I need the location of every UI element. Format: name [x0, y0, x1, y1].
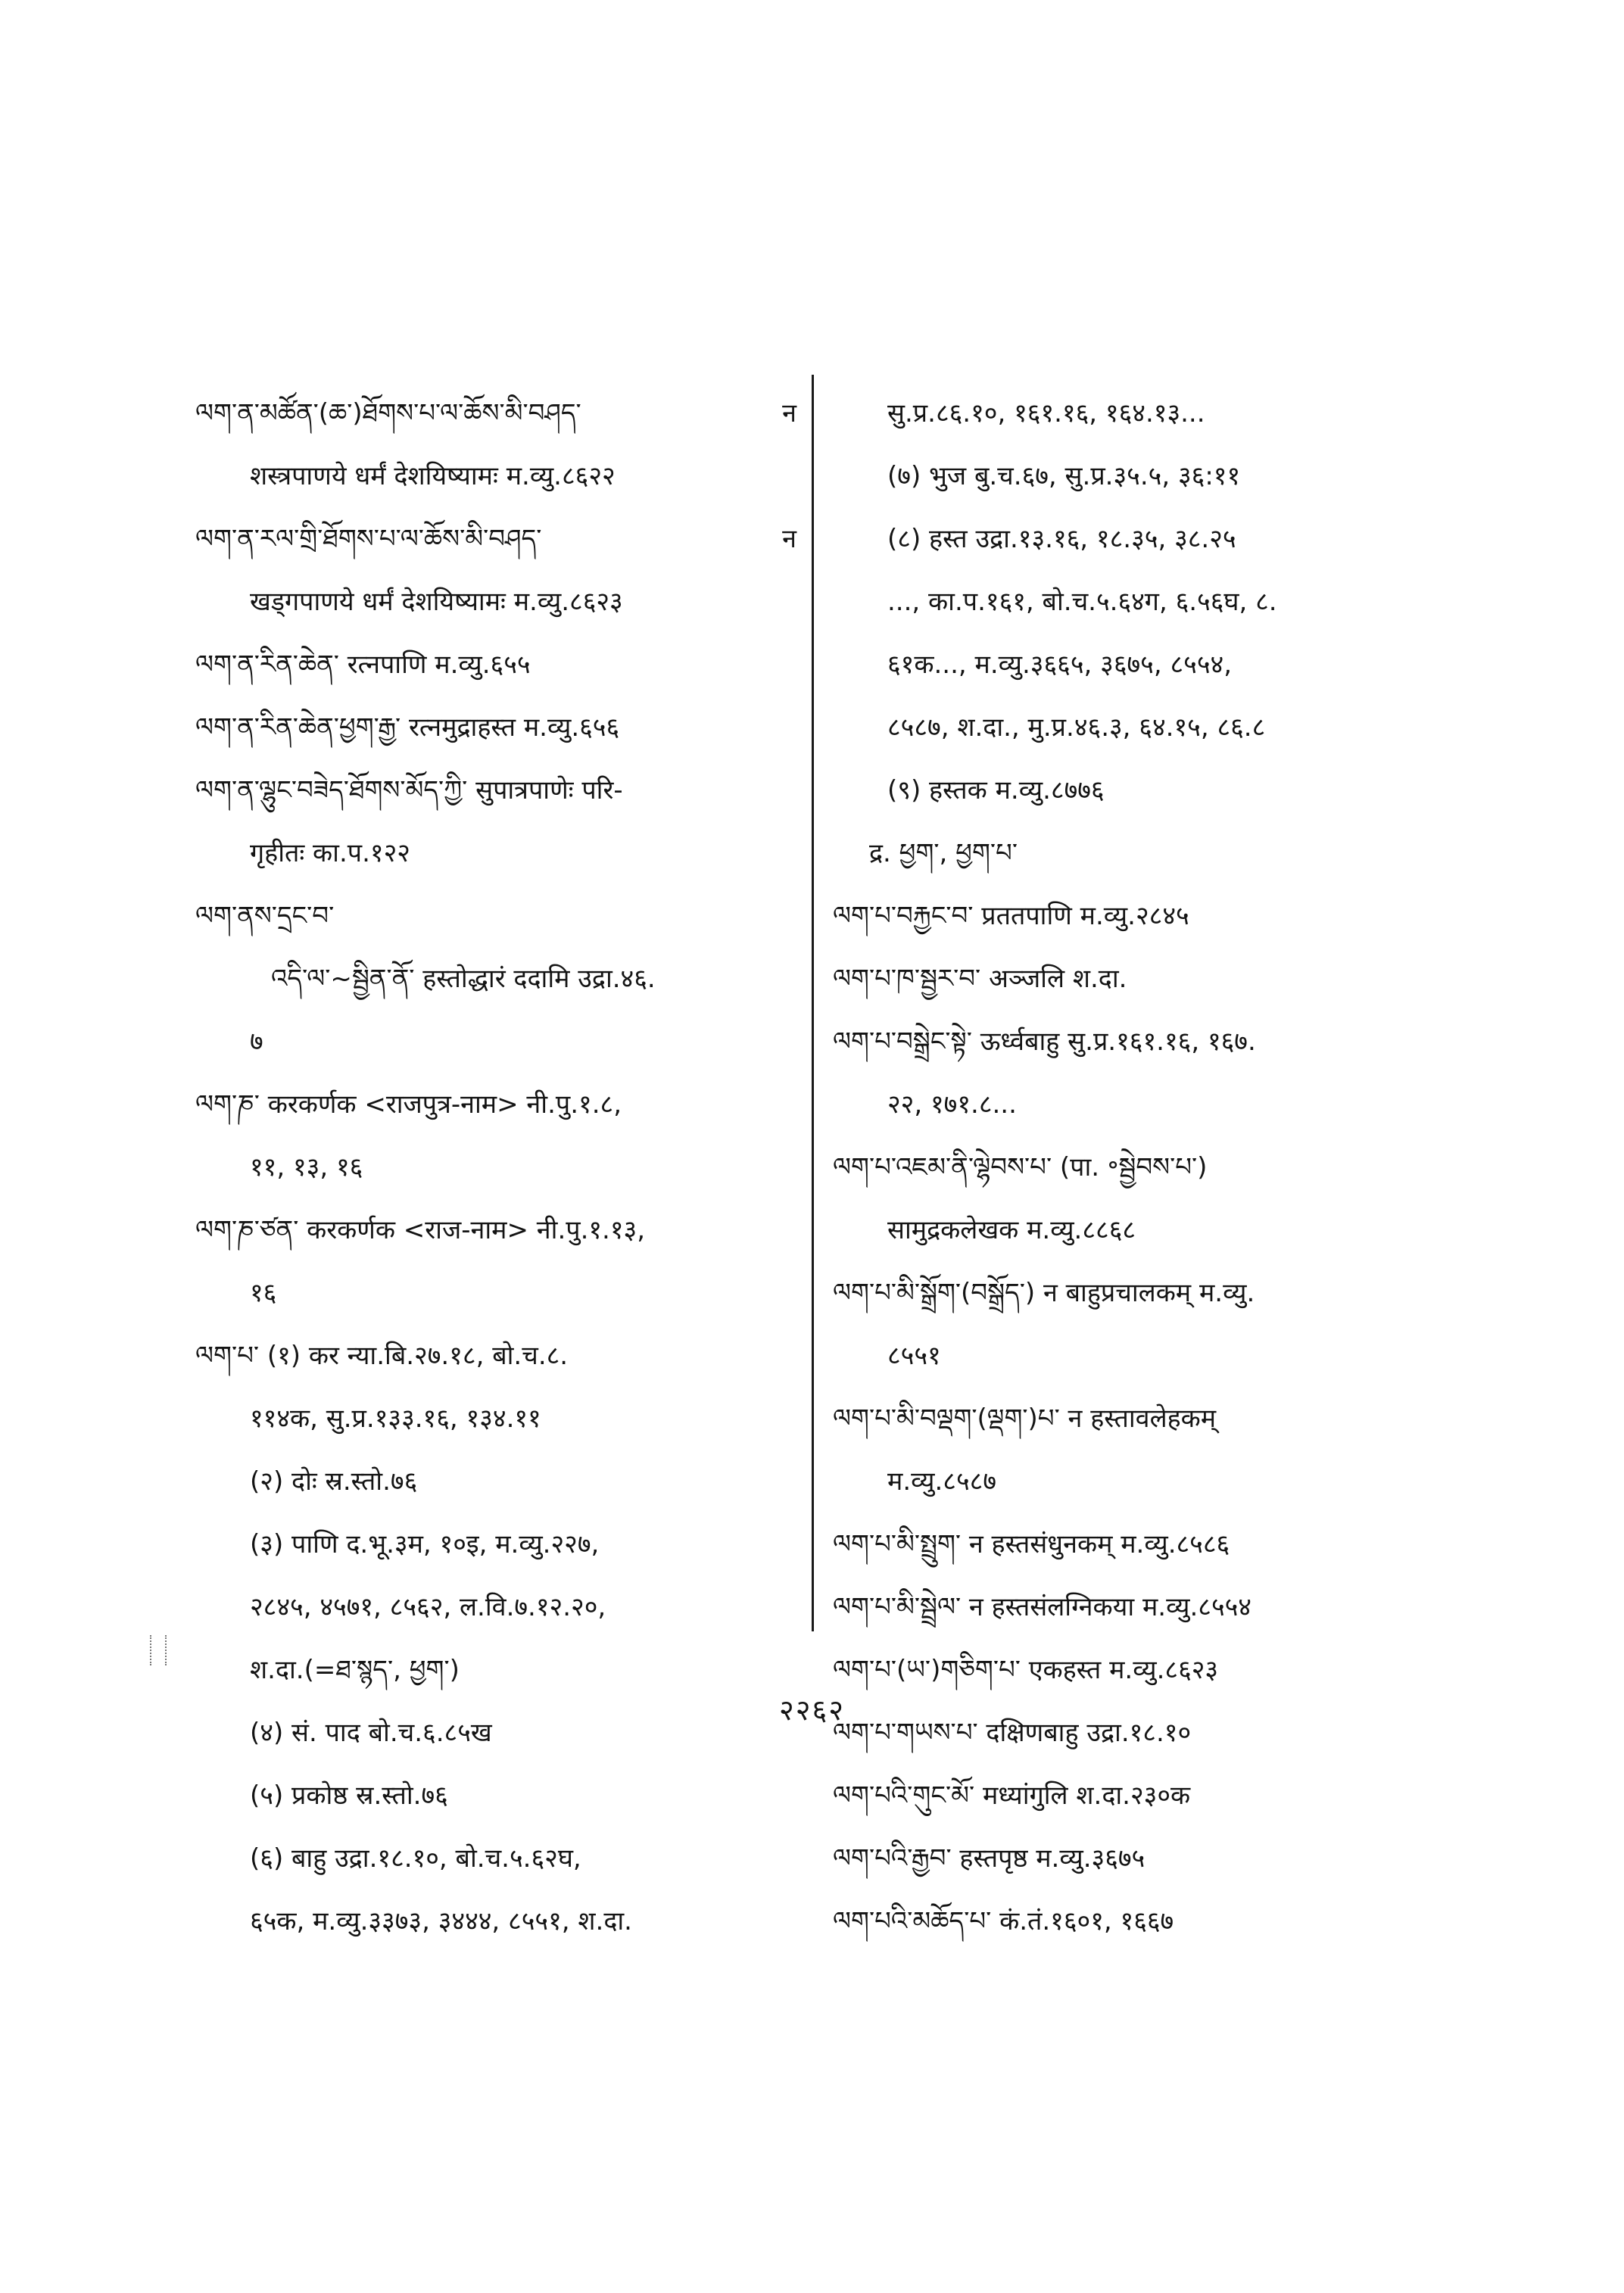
dictionary-line [833, 634, 1461, 696]
dictionary-line [195, 1199, 801, 1262]
entry-text: ལག་ན་རལ་གྲི་ཐོགས་པ་ལ་ཆོས་མི་བཤད་ [195, 524, 542, 554]
dictionary-line [833, 382, 1461, 445]
entry-text: ११४क, सु.प्र.१३३.१६, १३४.११ [250, 1404, 541, 1434]
dictionary-line [195, 1576, 801, 1639]
entry-text: ལག་ཎ་ཙན་ करकर्णक <राज-नाम> नी.पु.१.१३, [195, 1215, 646, 1245]
entry-text: शस्त्रपाणये धर्मं देशयिष्यामः म.व्यु.८६२२ [250, 461, 616, 491]
dictionary-line [195, 1513, 801, 1576]
entry-text: ६१क..., म.व्यु.३६६५, ३६७५, ८५५४, [887, 650, 1233, 680]
entry-text: ལག་ན་རིན་ཆེན་ཕྱག་རྒྱ་ रत्नमुद्राहस्त म.व्यु.६५६ [195, 712, 620, 743]
margin-mark [150, 1635, 167, 1665]
dictionary-line [833, 759, 1461, 822]
entry-text: (४) सं. पाद बो.च.६.८५ख [250, 1718, 492, 1748]
column-divider [812, 375, 814, 1631]
entry-text: ལག་ནས་དྲང་བ་ [195, 901, 335, 931]
dictionary-line [195, 1136, 801, 1199]
entry-text: (३) पाणि द.भू.३म, १०इ, म.व्यु.२२७, [250, 1529, 600, 1559]
entry-text: ལག་པ་བསྒྲེང་སྟེ་ ऊर्ध्वबाहु सु.प्र.१६१.१६, १६७. [833, 1027, 1256, 1057]
dictionary-line [833, 822, 1461, 885]
entry-text: सामुद्रकलेखक म.व्यु.८८६८ [887, 1215, 1136, 1245]
dictionary-line [195, 759, 801, 822]
dictionary-line [833, 571, 1461, 634]
dictionary-line [833, 1388, 1461, 1450]
dictionary-line [833, 1890, 1461, 1953]
dictionary-line [833, 1073, 1461, 1136]
entry-text: འདི་ལ་~སྦྱིན་ནོ་ हस्तोद्धारं ददामि उद्रा.४६. [271, 964, 656, 994]
dictionary-line [195, 1011, 801, 1073]
entry-text: ལག་ན་མཚོན་(ཆ་)ཐོགས་པ་ལ་ཆོས་མི་བཤད་ [195, 398, 581, 428]
entry-flag: न [782, 524, 796, 554]
dictionary-line [195, 445, 801, 508]
dictionary-line [833, 1325, 1461, 1388]
entry-text: ..., का.प.१६१, बो.च.५.६४ग, ६.५६घ, ८. [887, 587, 1277, 617]
entry-text: ལག་པ་ཁ་སྦྱར་བ་ अञ्जलि श.दा. [833, 964, 1127, 994]
entry-text: ११, १३, १६ [250, 1152, 363, 1182]
dictionary-line [195, 1325, 801, 1388]
entry-text: (६) बाहु उद्रा.१८.१०, बो.च.५.६२घ, [250, 1843, 581, 1874]
entry-flag: न [782, 398, 796, 428]
entry-text: ལག་པ་འཇམ་ནི་ལྷེབས་པ་ (पा. ॰སྦྱེབས་པ་) [833, 1152, 1208, 1182]
dictionary-line [833, 1011, 1461, 1073]
entry-text: सु.प्र.८६.१०, १६१.१६, १६४.१३... [887, 398, 1205, 428]
dictionary-line [195, 634, 801, 696]
entry-text: ལག་པ་མི་བལྡག་(ལྡག་)པ་ न हस्तावलेहकम् [833, 1404, 1217, 1434]
entry-text: ལག་པའི་མཆོད་པ་ कं.तं.१६०१, १६६७ [833, 1906, 1174, 1936]
entry-text: गृहीतः का.प.१२२ [250, 838, 410, 868]
entry-text: (८) हस्त उद्रा.१३.१६, १८.३५, ३८.२५ [887, 524, 1236, 554]
entry-text: ལག་པ་མི་སྦྲེལ་ न हस्तसंलग्निकया म.व्यु.८५५४ [833, 1592, 1252, 1622]
dictionary-line [833, 508, 1461, 571]
dictionary-line [833, 445, 1461, 508]
entry-text: १६ [250, 1278, 277, 1308]
entry-text: द्र. ཕྱག་, ཕྱག་པ་ [869, 838, 1018, 868]
dictionary-line [833, 1513, 1461, 1576]
entry-text: श.दा.(=ཐ་སྙད་, ཕྱག་) [250, 1655, 460, 1685]
entry-text: ལག་པའི་གུང་མོ་ मध्यांगुलि श.दा.२३०क [833, 1781, 1191, 1811]
entry-text: ལག་པ་(ཡ་)གཅིག་པ་ एकहस्त म.व्यु.८६२३ [833, 1655, 1219, 1685]
dictionary-line [833, 948, 1461, 1011]
entry-text: ལག་ན་རིན་ཆེན་ रत्नपाणि म.व्यु.६५५ [195, 650, 531, 680]
dictionary-line [833, 1450, 1461, 1513]
entry-text: (५) प्रकोष्ठ स्र.स्तो.७६ [250, 1781, 448, 1811]
page-number: २२६२ [778, 1693, 846, 1727]
dictionary-line [833, 1765, 1461, 1827]
entry-text: २२, १७१.८... [887, 1089, 1017, 1120]
entry-text: ८५८७, श.दा., मु.प्र.४६.३, ६४.१५, ८६.८ [887, 712, 1266, 743]
entry-text: म.व्यु.८५८७ [887, 1466, 997, 1497]
dictionary-line [195, 1827, 801, 1890]
entry-text: ७ [250, 1027, 263, 1057]
entry-text: ལག་པ་མི་སྒྲོག་(བསྒྲོད་) न बाहुप्रचालकम् म.व्यु. [833, 1278, 1255, 1308]
entry-text: ལག་ན་ལྷུང་བཟེད་ཐོགས་མོད་ཀྱི་ सुपात्रपाणेः परि- [195, 775, 623, 805]
dictionary-line [833, 1262, 1461, 1325]
entry-text: ལག་ཎ་ करकर्णक <राजपुत्र-नाम> नी.पु.१.८, [195, 1089, 622, 1120]
dictionary-line [195, 1073, 801, 1136]
dictionary-line [833, 1576, 1461, 1639]
dictionary-line [833, 696, 1461, 759]
entry-text: २८४५, ४५७१, ८५६२, ल.वि.७.१२.२०, [250, 1592, 606, 1622]
dictionary-line [195, 508, 801, 571]
dictionary-line [195, 696, 801, 759]
dictionary-line [195, 1890, 801, 1953]
entry-text: ८५५१ [887, 1341, 941, 1371]
dictionary-line [833, 885, 1461, 948]
dictionary-line [833, 1827, 1461, 1890]
dictionary-line [195, 948, 801, 1011]
dictionary-line [195, 1765, 801, 1827]
entry-text: (७) भुज बु.च.६७, सु.प्र.३५.५, ३६:११ [887, 461, 1241, 491]
dictionary-line [195, 1388, 801, 1450]
dictionary-line [833, 1136, 1461, 1199]
entry-text: ལག་པ་བརྐྱང་བ་ प्रततपाणि म.व्यु.२८४५ [833, 901, 1189, 931]
entry-text: (९) हस्तक म.व्यु.८७७६ [887, 775, 1105, 805]
dictionary-line [195, 885, 801, 948]
dictionary-line [195, 382, 801, 445]
entry-text: ལག་པ་གཡས་པ་ दक्षिणबाहु उद्रा.१८.१० [833, 1718, 1192, 1748]
entry-text: ལག་པ་ (१) कर न्या.बि.२७.१८, बो.च.८. [195, 1341, 569, 1371]
entry-text: ལག་པའི་རྒྱབ་ हस्तपृष्ठ म.व्यु.३६७५ [833, 1843, 1146, 1874]
entry-text: ལག་པ་མི་སྤྲུག་ न हस्तसंधुनकम् म.व्यु.८५८६ [833, 1529, 1230, 1559]
dictionary-line [195, 1262, 801, 1325]
dictionary-line [195, 1450, 801, 1513]
dictionary-line [833, 1199, 1461, 1262]
entry-text: ६५क, म.व्यु.३३७३, ३४४४, ८५५१, श.दा. [250, 1906, 632, 1936]
entry-text: खड्गपाणये धर्मं देशयिष्यामः म.व्यु.८६२३ [250, 587, 623, 617]
dictionary-line [195, 822, 801, 885]
dictionary-line [195, 571, 801, 634]
entry-text: (२) दोः स्र.स्तो.७६ [250, 1466, 418, 1497]
